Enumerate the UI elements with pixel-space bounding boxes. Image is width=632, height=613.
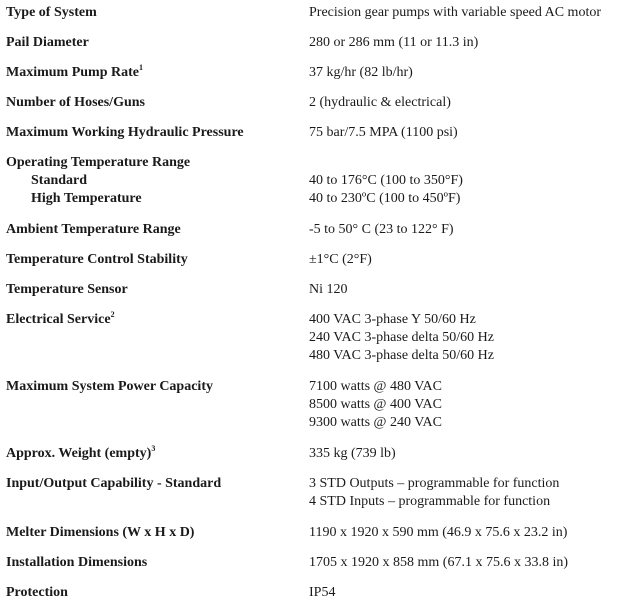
spec-value-line: 3 STD Outputs – programmable for function (309, 476, 560, 491)
spec-value (309, 251, 629, 269)
spec-label-text: Type of System (6, 5, 97, 20)
footnote-marker: 2 (110, 310, 115, 319)
spec-value-line: 2 (hydraulic & electrical) (309, 95, 451, 110)
spec-label (6, 311, 306, 329)
spec-sublabel: High Temperature (31, 191, 142, 206)
spec-label-text: Approx. Weight (empty) (6, 446, 152, 461)
spec-label (6, 64, 306, 82)
spec-value-line: 335 kg (739 lb) (309, 446, 396, 461)
spec-label-text: Input/Output Capability - Standard (6, 476, 222, 491)
spec-value-line: 75 bar/7.5 MPA (1100 psi) (309, 125, 458, 140)
spec-value (309, 584, 629, 602)
spec-label-text: Operating Temperature Range (6, 155, 191, 170)
spec-label-text: Ambient Temperature Range (6, 222, 181, 237)
spec-value-line: 40 to 176°C (100 to 350°F) (309, 173, 463, 188)
spec-label-text: Protection (6, 585, 68, 600)
spec-label-text: Pail Diameter (6, 35, 89, 50)
spec-label-text: Installation Dimensions (6, 555, 148, 570)
spec-value (309, 475, 629, 511)
spec-label (6, 475, 306, 493)
spec-value (309, 445, 629, 463)
spec-value-line: IP54 (309, 585, 336, 600)
spec-value (309, 311, 629, 365)
spec-value (309, 94, 629, 112)
spec-value (309, 554, 629, 572)
spec-label-text: Maximum System Power Capacity (6, 379, 213, 394)
spec-value-line: 9300 watts @ 240 VAC (309, 415, 442, 430)
spec-value-line: 480 VAC 3-phase delta 50/60 Hz (309, 348, 494, 363)
footnote-marker: 3 (151, 444, 156, 453)
spec-value (309, 281, 629, 299)
spec-label (6, 281, 306, 299)
spec-value (309, 4, 629, 22)
spec-value-line: 37 kg/hr (82 lb/hr) (309, 65, 413, 80)
spec-value-line: 1705 x 1920 x 858 mm (67.1 x 75.6 x 33.8 in) (309, 555, 568, 570)
spec-value (309, 524, 629, 542)
spec-label-text: Melter Dimensions (W x H x D) (6, 525, 195, 540)
spec-value-line: ±1°C (2°F) (309, 252, 372, 267)
spec-label-text: Temperature Sensor (6, 282, 128, 297)
spec-value-line: 240 VAC 3-phase delta 50/60 Hz (309, 330, 494, 345)
spec-label-text: Temperature Control Stability (6, 252, 188, 267)
spec-value (309, 221, 629, 239)
spec-value-line: 400 VAC 3-phase Y 50/60 Hz (309, 312, 476, 327)
spec-value-line: 7100 watts @ 480 VAC (309, 379, 442, 394)
spec-label (6, 154, 306, 208)
spec-value-line: 280 or 286 mm (11 or 11.3 in) (309, 35, 479, 50)
spec-value-line: Precision gear pumps with variable speed AC motor (309, 5, 601, 20)
spec-label (6, 94, 306, 112)
spec-label (6, 554, 306, 572)
spec-value-line: 40 to 230ºC (100 to 450ºF) (309, 191, 461, 206)
spec-value-line: 8500 watts @ 400 VAC (309, 397, 442, 412)
spec-label (6, 251, 306, 269)
spec-value (309, 64, 629, 82)
footnote-marker: 1 (139, 63, 143, 72)
spec-value-line: Ni 120 (309, 282, 348, 297)
spec-sublabel: Standard (31, 173, 88, 188)
spec-label (6, 34, 306, 52)
spec-label-text: Electrical Service (6, 312, 111, 327)
spec-label-text: Maximum Working Hydraulic Pressure (6, 125, 244, 140)
spec-label (6, 221, 306, 239)
spec-value (309, 378, 629, 432)
spec-label (6, 584, 306, 602)
spec-label (6, 378, 306, 396)
spec-value (309, 172, 629, 208)
spec-label-text: Number of Hoses/Guns (6, 95, 145, 110)
spec-value (309, 34, 629, 52)
spec-label (6, 4, 306, 22)
spec-label (6, 445, 306, 463)
spec-value-line: -5 to 50° C (23 to 122° F) (309, 222, 454, 237)
spec-value-line: 4 STD Inputs – programmable for function (309, 494, 551, 509)
spec-label (6, 524, 306, 542)
spec-value (309, 124, 629, 142)
spec-label (6, 124, 306, 142)
spec-value-line: 1190 x 1920 x 590 mm (46.9 x 75.6 x 23.2 in) (309, 525, 568, 540)
spec-label-text: Maximum Pump Rate (6, 65, 139, 80)
